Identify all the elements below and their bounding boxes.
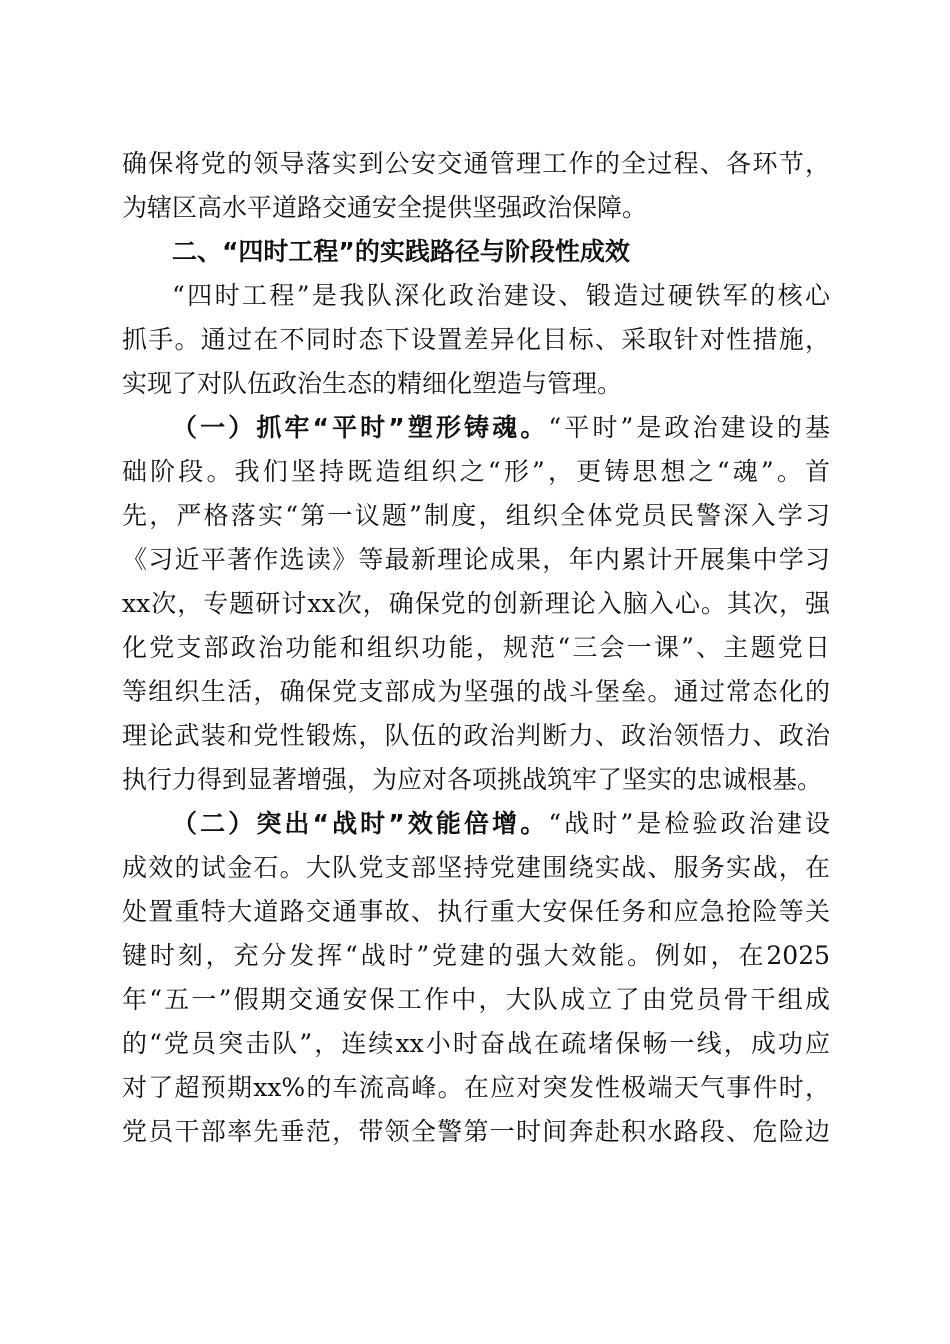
subsection-title: （二）突出“战时”效能倍增。 [172,809,549,838]
paragraph-line: 为辖区高水平道路交通安全提供坚强政治保障。 [122,193,648,222]
paragraph-line: 处置重特大道路交通事故、执行重大安保任务和应急抢险等关 [122,897,830,926]
paragraph-line: 等组织生活，确保党支部成为坚强的战斗堡垒。通过常态化的 [122,677,830,706]
document-page [122,142,830,1154]
paragraph-line: 执行力得到显著增强，为应对各项挑战筑牢了坚实的忠诚根基。 [122,765,823,794]
subsection-text: “战时”是检验政治建设 [548,809,830,838]
paragraph-line: 理论武装和党性锻炼，队伍的政治判断力、政治领悟力、政治 [122,721,830,750]
subsection-first-line [122,406,830,450]
paragraph-line: 础阶段。我们坚持既造组织之“形”，更铸思想之“魂”。首 [122,457,830,486]
paragraph-line: 键时刻，充分发挥“战时”党建的强大效能。例如，在2025 [122,941,830,970]
paragraph-line: 实现了对队伍政治生态的精细化塑造与管理。 [122,369,623,398]
section-heading: 二、“四时工程”的实践路径与阶段性成效 [172,237,630,266]
paragraph-line: 年“五一”假期交通安保工作中，大队成立了由党员骨干组成 [122,985,830,1014]
subsection-text: “平时”是政治建设的基 [548,413,830,442]
paragraph-line: 先，严格落实“第一议题”制度，组织全体党员民警深入学习 [122,501,830,530]
paragraph-line: 确保将党的领导落实到公安交通管理工作的全过程、各环节， [122,149,830,178]
paragraph-line: xx次，专题研讨xx次，确保党的创新理论入脑入心。其次，强 [122,589,830,618]
paragraph-line: 的“党员突击队”，连续xx小时奋战在疏堵保畅一线，成功应 [122,1029,830,1058]
paragraph-line: 党员干部率先垂范，带领全警第一时间奔赴积水路段、危险边 [122,1117,830,1146]
paragraph-line: 《习近平著作选读》等最新理论成果，年内累计开展集中学习 [122,545,830,574]
subsection-title: （一）抓牢“平时”塑形铸魂。 [172,413,549,442]
subsection-first-line [122,802,830,846]
paragraph-line: 对了超预期xx%的车流高峰。在应对突发性极端天气事件时， [122,1073,830,1102]
paragraph-line: “四时工程”是我队深化政治建设、锻造过硬铁军的核心 [172,281,830,310]
paragraph-line: 抓手。通过在不同时态下设置差异化目标、采取针对性措施， [122,325,830,354]
paragraph-line: 化党支部政治功能和组织功能，规范“三会一课”、主题党日 [122,633,830,662]
paragraph-line: 成效的试金石。大队党支部坚持党建围绕实战、服务实战，在 [122,853,830,882]
